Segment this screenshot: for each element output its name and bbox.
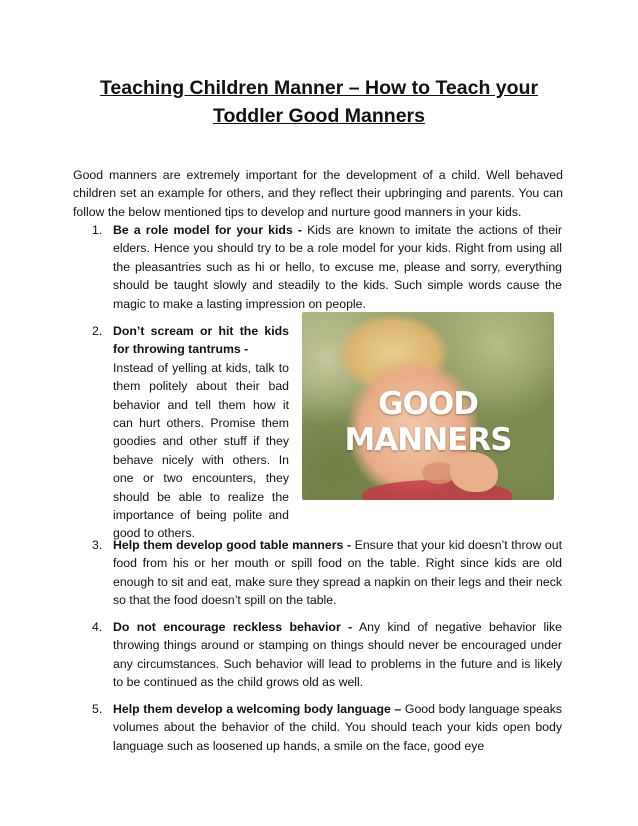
list-item-body: Instead of yelling at kids, talk to them politely about their bad behavior and tell them how it can hurt others. Promise them goodies and other stuff if they behave nicely with others. In one or two encounters, they should be able to realize the importance of being polite and good to others.: [113, 360, 289, 541]
photo-caption: GOOD MANNERS: [344, 386, 512, 458]
list-item-heading: Do not encourage reckless behavior -: [113, 620, 353, 634]
list-item-heading: Help them develop good table manners -: [113, 538, 352, 552]
document-title: [60, 74, 578, 130]
title-line-2: Toddler Good Manners: [213, 105, 425, 127]
list-number: 3.: [92, 538, 103, 552]
list-item: [92, 536, 562, 610]
list-item: [92, 700, 563, 755]
good-manners-photo: [302, 312, 554, 500]
intro-paragraph: Good manners are extremely important for the development of a child. Well behaved children set an example for others, and they reflect their upbringing and parents. You can follow the below mentioned tips to develop and nurture good manners in your kids.: [73, 168, 563, 219]
list-item-body: Ensure that your kid doesn’t throw out food from his or her mouth or spill food on the table. Right since kids are old enough to sit and eat, make sure they spread a napkin on their legs and their neck so that the food doesn’t spill on the table.: [113, 538, 562, 608]
list-item-heading: Don’t scream or hit the kids for throwing tantrums -: [113, 324, 289, 357]
list-item-body: Kids are known to imitate the actions of their elders. Hence you should try to be a role model for your kids. Right from using all the pleasantries such as hi or hello, to excuse me, please and sorry, everything should be taught slowly and steadily to the kids. Such simple words cause the magic to make a lasting impression on people.: [113, 223, 562, 311]
list-number: 4.: [92, 620, 103, 634]
list-number: 2.: [92, 324, 103, 338]
list-item: [92, 221, 562, 313]
list-number: 5.: [92, 702, 103, 716]
list-item: [92, 322, 289, 543]
list-item-body: Good body language speaks volumes about the behavior of the child. You should teach your kids open body language such as loosened up hands, a smile on the face, good eye: [113, 702, 563, 753]
list-item-heading: Be a role model for your kids -: [113, 223, 302, 237]
list-item-heading: Help them develop a welcoming body language –: [113, 702, 402, 716]
title-line-1: Teaching Children Manner – How to Teach your: [99, 77, 539, 99]
list-item: [92, 618, 562, 692]
list-item-body: Any kind of negative behavior like throwing things around or stamping on things should never be encouraged under any circumstances. Such behavior will lead to problems in the future and is likely to be continued as the child grows old as well.: [113, 620, 562, 690]
list-number: 1.: [92, 223, 103, 237]
photo-hand: [450, 452, 498, 492]
